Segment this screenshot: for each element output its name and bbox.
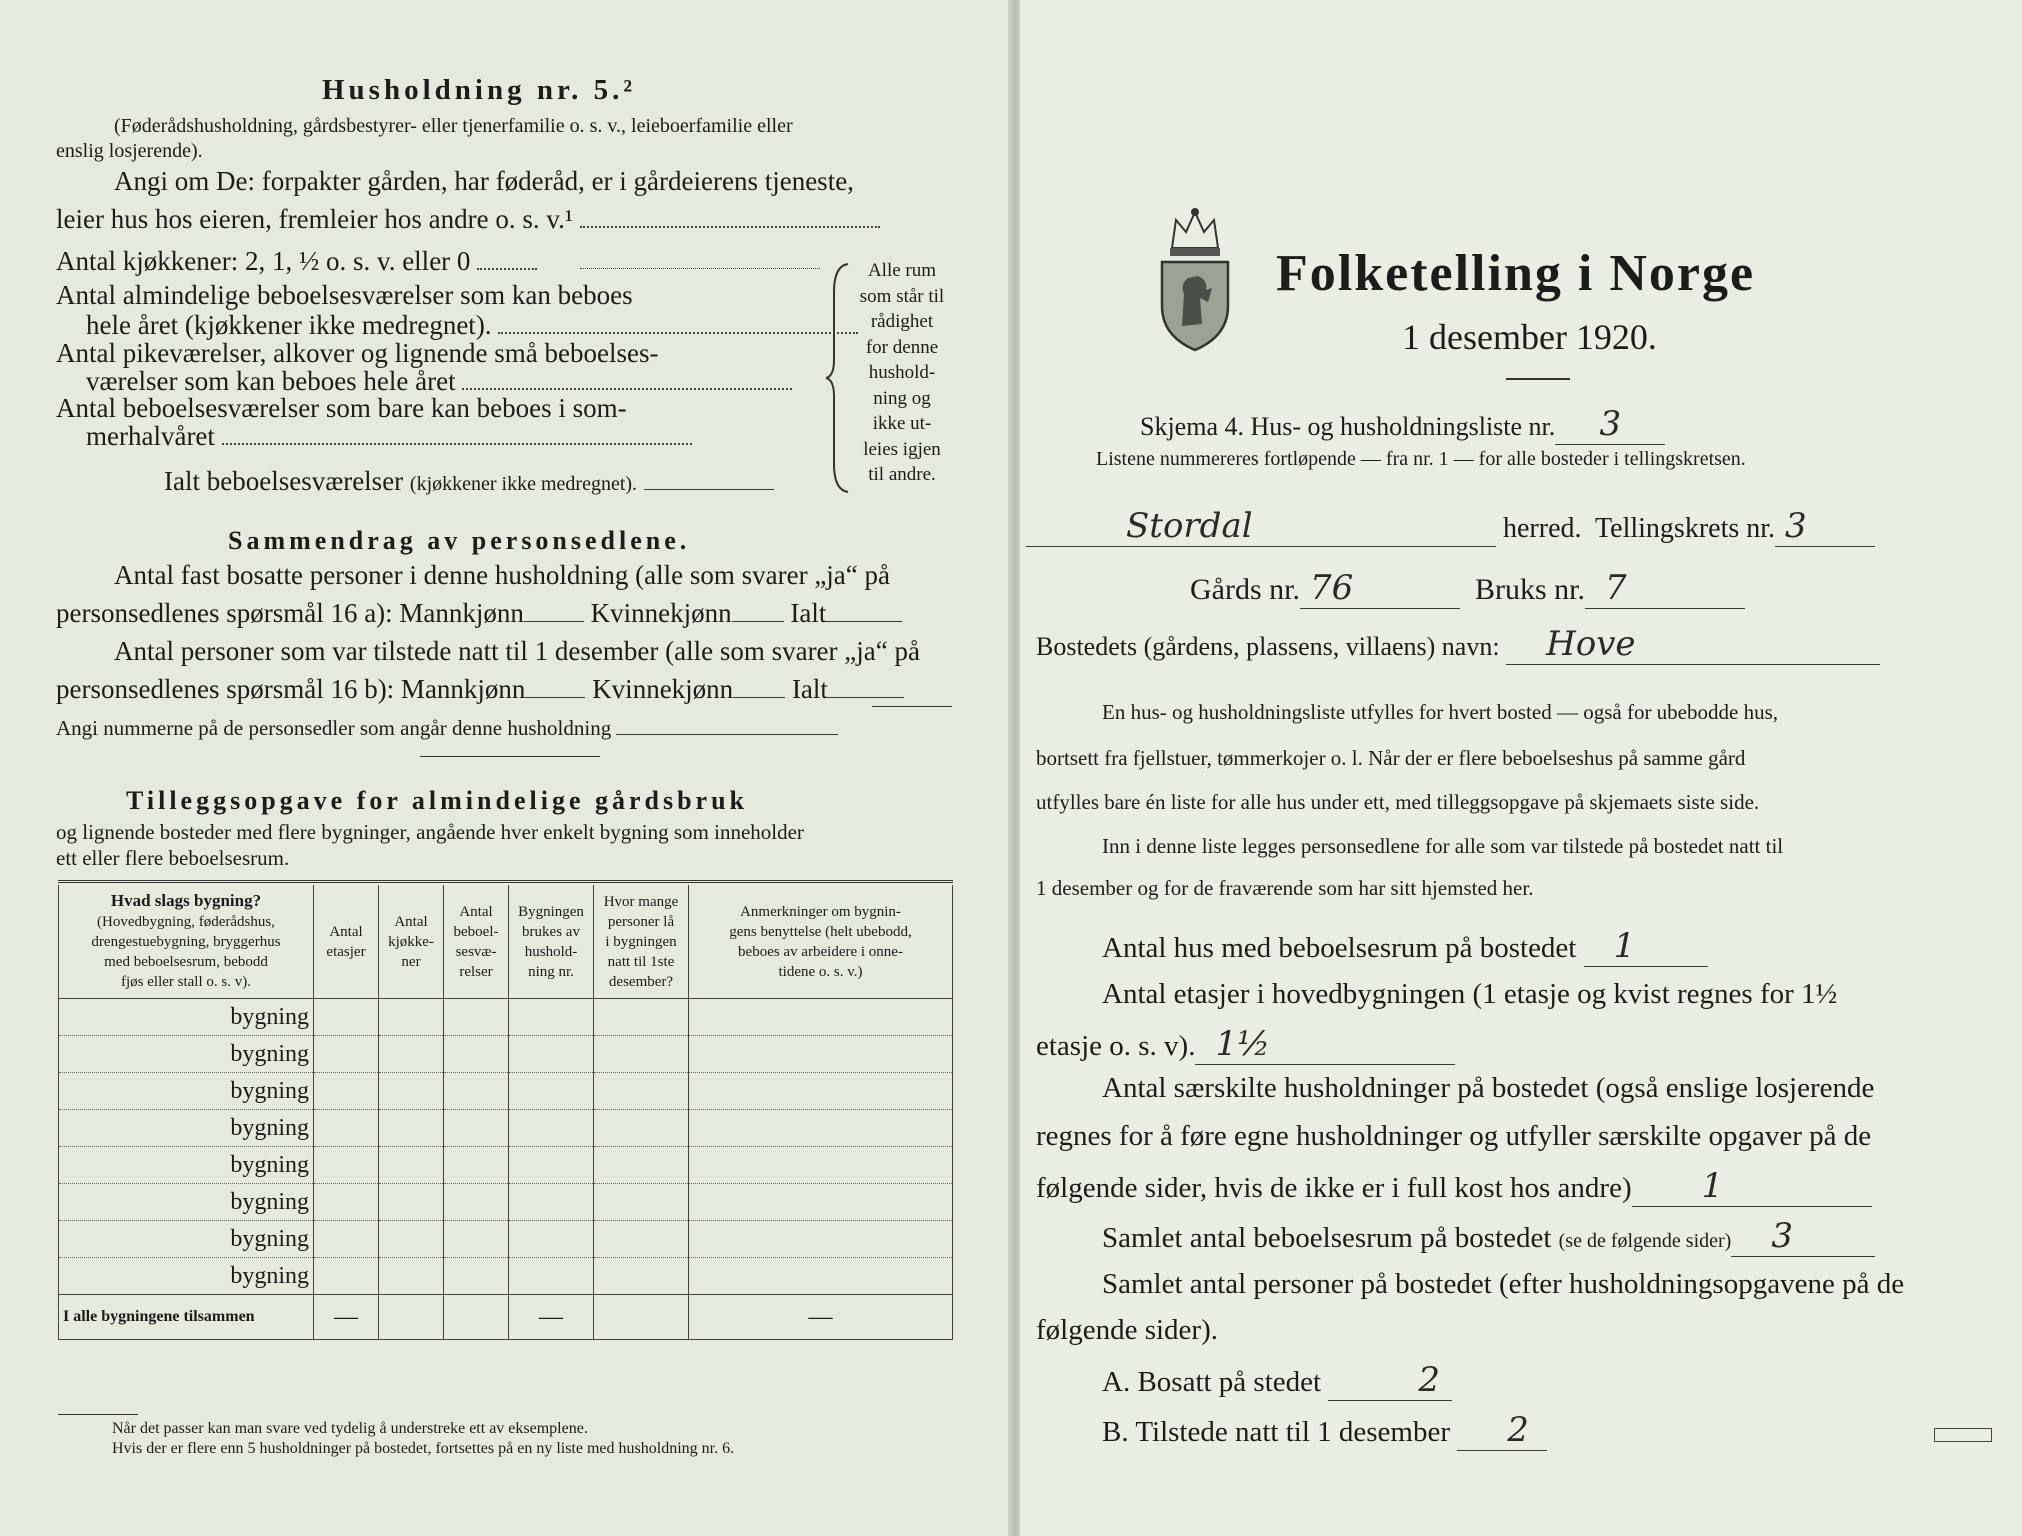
herred-value: Stordal (1026, 506, 1496, 547)
buildings-table (58, 885, 953, 1340)
row-label: bygning (230, 1151, 309, 1178)
row-label: bygning (230, 1077, 309, 1104)
footnote-2: Hvis der er flere enn 5 husholdninger på bostedet, fortsettes på en ny liste med husholdning nr. 6. (112, 1440, 735, 1457)
pers-line-1: Samlet antal personer på bostedet (efter husholdningsopgavene på de (1102, 1268, 1905, 1300)
header-persons: Hvor mange personer lå i bygningen natt til 1ste desember? (594, 885, 689, 999)
etasjer-value: 1½ (1195, 1024, 1455, 1065)
household-title: Husholdning nr. 5.² (322, 74, 637, 106)
header-building-type: Hvad slags bygning? (Hovedbygning, føderådshus, drengestuebygning, bryggerhus med beboelsesrum, bebodd fjøs eller stall o. s. v). (59, 885, 314, 999)
row-label: bygning (230, 1040, 309, 1067)
header-kitchens: Antal kjøkke- ner (379, 885, 444, 999)
row-label: bygning (230, 1188, 309, 1215)
footnote-1: Når det passer kan man svare ved tydelig å understreke ett av eksemplene. (112, 1420, 588, 1437)
girls-rooms-line-1: Antal pikeværelser, alkover og lignende små beboelses- (56, 338, 659, 368)
info-line-4: Inn i denne liste legges personsedlene for alle som var tilstede på bostedet natt til (1102, 834, 1784, 858)
angi-line-2: leier hus hos eieren, fremleier hos andre o. s. v.¹ (56, 204, 880, 235)
pers-line-2: følgende sider). (1036, 1314, 1218, 1346)
numbers-line: Angi nummerne på de personsedler som angår denne husholdning (56, 716, 838, 741)
summary-heading: Sammendrag av personsedlene. (228, 526, 691, 555)
hush-line-2: regnes for å føre egne husholdninger og utfyller særskilte opgaver på de (1036, 1120, 1872, 1152)
printer-stamp (1934, 1428, 1992, 1442)
etasjer-line-1: Antal etasjer i hovedbygningen (1 etasje og kvist regnes for 1½ (1102, 978, 1838, 1010)
info-line-2: bortsett fra fjellstuer, tømmerkojer o. l. Når der er flere beboelseshus på samme gård (1036, 746, 1746, 770)
rum-line: Samlet antal beboelsesrum på bostedet (se de følgende sider) 3 (1102, 1216, 1875, 1257)
row-label: bygning (230, 1225, 309, 1252)
total-dash: — (314, 1295, 379, 1340)
tilstede-line: B. Tilstede natt til 1 desember 2 (1102, 1410, 1547, 1451)
angi-line-1: Angi om De: forpakter gården, har føderåd, er i gårdeierens tjeneste, (114, 166, 854, 196)
summer-rooms-line-1: Antal beboelsesværelser som bare kan beboes i som- (56, 393, 627, 423)
hush-line-3: følgende sider, hvis de ikke er i full kost hos andre) 1 (1036, 1166, 1872, 1207)
row-label: bygning (230, 1003, 309, 1030)
bosted-value: Hove (1506, 624, 1880, 665)
gards-line: Gårds nr. 76 Bruks nr. 7 (1190, 568, 1745, 609)
bosted-line: Bostedets (gårdens, plassens, villaens) navn: Hove (1036, 624, 1880, 665)
gards-value: 76 (1300, 568, 1460, 609)
ordinary-rooms-line-1: Antal almindelige beboelsesværelser som kan beboes (56, 280, 633, 310)
total-rooms-line: Ialt beboelsesværelser (kjøkkener ikke medregnet). (164, 466, 774, 497)
row-label: bygning (230, 1262, 309, 1289)
bosatt-line: A. Bosatt på stedet 2 (1102, 1360, 1452, 1401)
right-page (1020, 0, 2022, 1536)
herred-line: Stordal herred. Tellingskrets nr. 3 (1026, 506, 1875, 547)
main-title: Folketelling i Norge (1276, 245, 1756, 302)
table-row (59, 1036, 953, 1073)
total-row (59, 1295, 953, 1340)
girls-rooms-line-2: værelser som kan beboes hele året (86, 366, 792, 397)
bosatte-line-1: Antal fast bosatte personer i denne husholdning (alle som svarer „ja“ på (114, 560, 890, 590)
header-rooms: Antal beboel- sesvæ- relser (444, 885, 509, 999)
intro-line-1: (Føderådshusholdning, gårdsbestyrer- eller tjenerfamilie o. s. v., leieboerfamilie eller (114, 115, 793, 137)
table-row (59, 999, 953, 1036)
total-label: I alle bygningene tilsammen (59, 1295, 314, 1340)
info-line-1: En hus- og husholdningsliste utfylles for hvert bosted — også for ubebodde hus, (1102, 700, 1778, 724)
list-number-value: 3 (1555, 404, 1665, 445)
intro-line-2: enslig losjerende). (56, 140, 203, 162)
supplement-heading: Tilleggsopgave for almindelige gårdsbruk (126, 786, 749, 815)
bracket-note: Alle rum som står til rådighet for denne hushold- ning og ikke ut- leies igjen til andre. (859, 260, 945, 485)
rum-value: 3 (1731, 1216, 1875, 1257)
listene-note: Listene nummereres fortløpende — fra nr. 1 — for alle bosteder i tellingskretsen. (1096, 448, 1746, 470)
coat-of-arms-icon (1154, 206, 1236, 352)
etasjer-line-2: etasje o. s. v). 1½ (1036, 1024, 1455, 1065)
row-label: bygning (230, 1114, 309, 1141)
summer-rooms-line-2: merhalvåret (86, 421, 692, 452)
ordinary-rooms-line-2: hele året (kjøkkener ikke medregnet). (86, 310, 858, 341)
bosatt-value: 2 (1328, 1360, 1452, 1401)
table-row (59, 1073, 953, 1110)
header-household-no: Bygningen brukes av hushold- ning nr. (509, 885, 594, 999)
header-floors: Antal etasjer (314, 885, 379, 999)
bruks-value: 7 (1585, 568, 1745, 609)
census-date: 1 desember 1920. (1402, 317, 1657, 357)
krets-value: 3 (1775, 506, 1875, 547)
table-row (59, 1221, 953, 1258)
supplement-text-2: ett eller flere beboelsesrum. (56, 846, 290, 870)
tilstede-line-2: personsedlenes spørsmål 16 b): Mannkjønn Kvinnekjønn Ialt (56, 674, 904, 705)
table-row (59, 1147, 953, 1184)
table-row (59, 1110, 953, 1147)
info-line-5: 1 desember og for de fraværende som har sitt hjemsted her. (1036, 876, 1534, 900)
hush-value: 1 (1632, 1166, 1872, 1207)
table-row (59, 1184, 953, 1221)
hus-value: 1 (1584, 926, 1708, 967)
kitchens-line: Antal kjøkkener: 2, 1, ½ o. s. v. eller 0 (56, 246, 537, 277)
total-dash: — (689, 1295, 953, 1340)
supplement-text-1: og lignende bosteder med flere bygninger, angående hver enkelt bygning som inneholder (56, 820, 804, 844)
tilstede-value: 2 (1457, 1410, 1547, 1451)
hus-line: Antal hus med beboelsesrum på bostedet 1 (1102, 926, 1708, 967)
table-row (59, 1258, 953, 1295)
info-line-3: utfylles bare én liste for alle hus under ett, med tilleggsopgave på skjemaets siste side. (1036, 790, 1760, 814)
tilstede-line-1: Antal personer som var tilstede natt til 1 desember (alle som svarer „ja“ på (114, 636, 920, 666)
total-dash: — (509, 1295, 594, 1340)
bosatte-line-2: personsedlenes spørsmål 16 a): Mannkjønn Kvinnekjønn Ialt (56, 598, 902, 629)
schema-line: Skjema 4. Hus- og husholdningsliste nr. 3 (1140, 404, 1665, 445)
header-remarks: Anmerkninger om bygnin- gens benyttelse (helt ubebodd, beboes av arbeidere i onne- tidene o. s. v.) (689, 885, 953, 999)
hush-line-1: Antal særskilte husholdninger på bostedet (også enslige losjerende (1102, 1072, 1875, 1104)
